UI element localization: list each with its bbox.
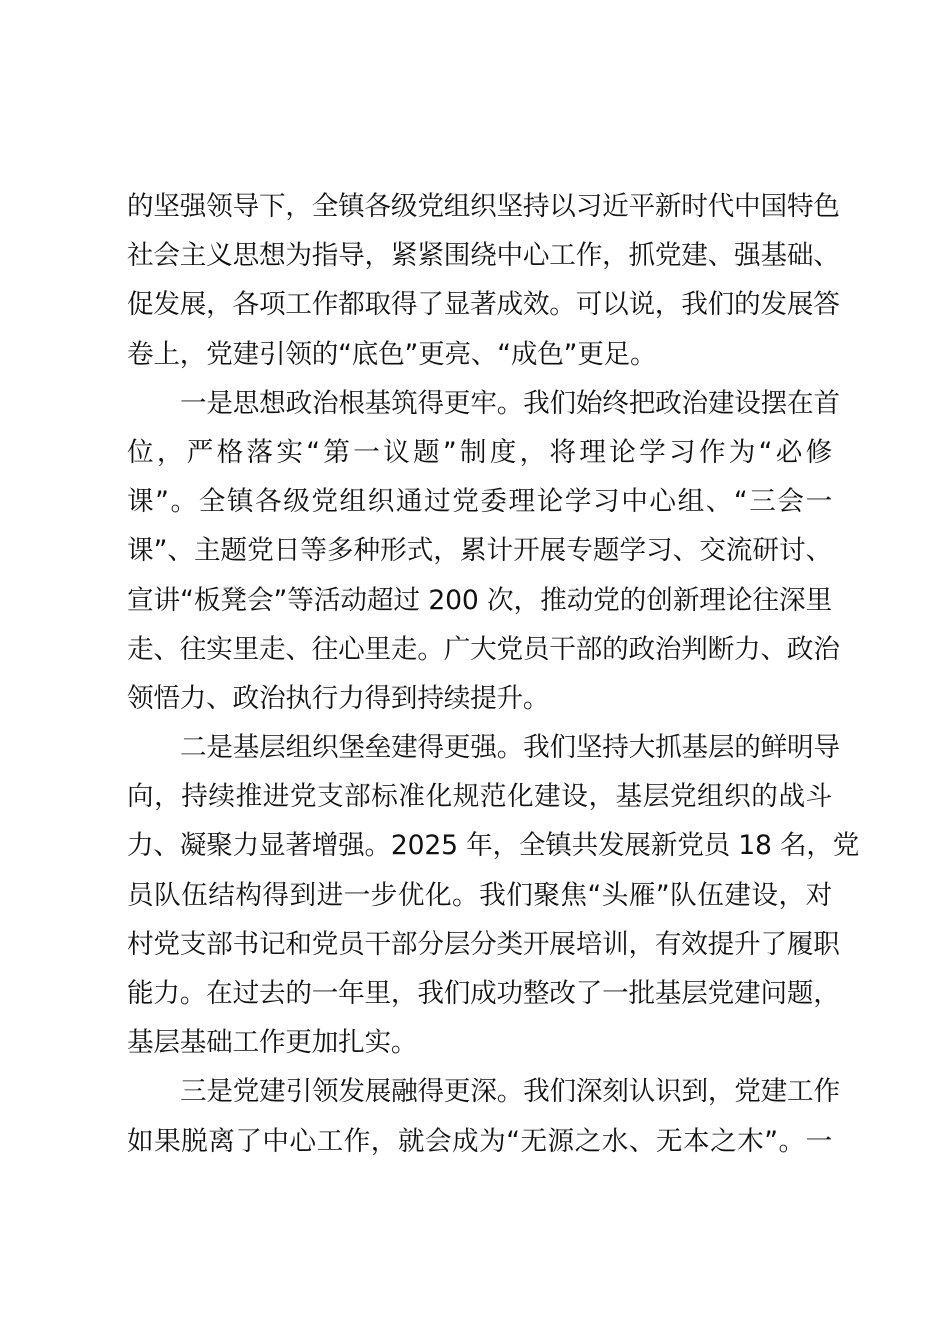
document-page [127, 182, 860, 1166]
text-line-paragraph-intro: 的坚强领导下，全镇各级党组织坚持以习近平新时代中国特色 [127, 191, 840, 222]
text-line-paragraph-two: 力、凝聚力显著增强。2025 年，全镇共发展新党员 18 名，党 [127, 830, 860, 862]
text-line-paragraph-one: 课”、主题党日等多种形式，累计开展专题学习、交流研讨、 [127, 535, 832, 567]
text-line-paragraph-two: 能力。在过去的一年里，我们成功整改了一批基层党建问题， [127, 978, 840, 1009]
text-line-paragraph-one: 位，严格落实“第一议题”制度，将理论学习作为“必修 [127, 436, 832, 468]
text-line-paragraph-intro: 促发展，各项工作都取得了显著成效。可以说，我们的发展答 [127, 289, 840, 321]
text-line-paragraph-two: 二是基层组织堡垒建得更强。我们坚持大抓基层的鲜明导 [180, 732, 840, 764]
text-line-paragraph-one: 宣讲“板凳会”等活动超过 200 次，推动党的创新理论往深里 [127, 584, 832, 616]
text-line-paragraph-one: 走、往实里走、往心里走。广大党员干部的政治判断力、政治 [127, 633, 840, 665]
text-line-paragraph-intro: 社会主义思想为指导，紧紧围绕中心工作，抓党建、强基础、 [127, 240, 840, 272]
text-line-paragraph-three: 三是党建引领发展融得更深。我们深刻认识到，党建工作 [180, 1076, 840, 1108]
text-line-paragraph-one: 课”。全镇各级党组织通过党委理论学习中心组、“三会一 [127, 486, 832, 518]
text-line-paragraph-intro: 卷上，党建引领的“底色”更亮、“成色”更足。 [127, 338, 657, 370]
text-line-paragraph-two: 员队伍结构得到进一步优化。我们聚焦“头雁”队伍建设，对 [127, 879, 832, 911]
text-line-paragraph-one: 一是思想政治根基筑得更牢。我们始终把政治建设摆在首 [180, 387, 840, 419]
text-line-paragraph-two: 村党支部书记和党员干部分层分类开展培训，有效提升了履职 [127, 928, 840, 960]
text-line-paragraph-two: 向，持续推进党支部标准化规范化建设，基层党组织的战斗 [127, 781, 832, 813]
text-line-paragraph-two: 基层基础工作更加扎实。 [127, 1027, 418, 1059]
text-line-paragraph-three: 如果脱离了中心工作，就会成为“无源之水、无本之木”。一 [127, 1125, 832, 1157]
text-line-paragraph-one: 领悟力、政治执行力得到持续提升。 [127, 682, 550, 714]
